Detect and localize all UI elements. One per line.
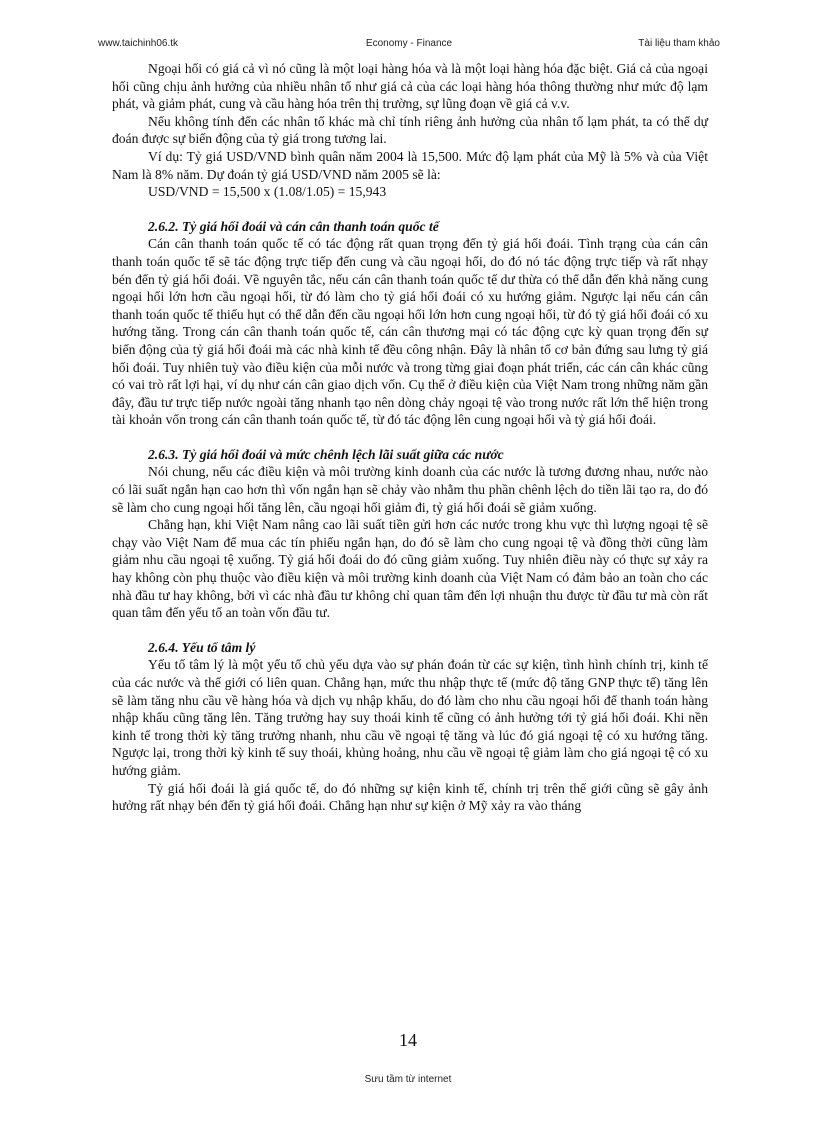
section-2-6-2-paragraph: Cán cân thanh toán quốc tế có tác động rất quan trọng đến tỷ giá hối đoái. Tình trạng của cán cân thanh toán quốc tế sẽ tác động trực tiếp đến cung và cầu ngoại hối, do đó nó tác động trực tiếp và rất nhạy bén đến tỷ giá hối đoái. Về nguyên tắc, nếu cán cân thanh toán quốc tế dư thừa có thể dẫn đến khả năng cung ngoại hối lớn hơn cầu ngoại hối, từ đó làm cho tỷ giá hối đoái có xu hướng giảm. Ngược lại nếu cán cân thanh toán quốc tế thiếu hụt có thể dẫn đến cầu ngoại hối lớn hơn cung ngoại hối, từ đó tỷ giá hối đoái có xu hướng tăng. Trong cán cân thanh toán quốc tế, cán cân thương mại có tác động cực kỳ quan trọng đến sự biến động của tỷ giá hối đoái mà các nhà kinh tế đều công nhận. Đây là nhân tố cơ bản đứng sau lưng tỷ giá hối đoái. Tuy nhiên tuỳ vào điều kiện của mỗi nước và trong từng giai đoạn phát triển, các cán cân khác cũng có vai trò rất lợi hại, ví dụ như cán cân giao dịch vốn. Cụ thể ở điều kiện của Việt Nam trong những năm gần đây, đầu tư trực tiếp nước ngoài tăng nhanh tạo nên dòng chảy ngoại tệ vào trong nước rất lớn thể hiện trong tài khoản vốn trong cán cân thanh toán quốc tế, từ đó tác động lên cung ngoại hối và tỷ giá hối đoái. (112, 236, 708, 428)
section-2-6-3-paragraph-2: Chẳng hạn, khi Việt Nam nâng cao lãi suất tiền gửi hơn các nước trong khu vực thì lượng ngoại tệ sẽ chạy vào Việt Nam để mua các tín phiếu ngắn hạn, do đó sẽ làm cho cung ngoại tệ và đồng thời cũng làm giảm nhu cầu ngoại tệ xuống. Tỷ giá hối đoái do đó cũng giảm xuống. Tuy nhiên điều này có thực sự xảy ra hay không còn phụ thuộc vào điều kiện và môi trường kinh doanh của Việt Nam có đảm bảo an toàn cho các nhà đầu tư hay không, bởi vì các nhà đầu tư không chỉ quan tâm đến lợi nhuận thu được từ đầu tư mà còn rất quan tâm đến yếu tố an toàn vốn đầu tư. (112, 517, 708, 621)
section-2-6-4-paragraph-1: Yếu tố tâm lý là một yếu tố chủ yếu dựa vào sự phán đoán từ các sự kiện, tình hình chính trị, kinh tế của các nước và thế giới có liên quan. Chẳng hạn, mức thu nhập thực tế (mức độ tăng GNP thực tế) tăng lên sẽ làm tăng nhu cầu về hàng hóa và dịch vụ nhập khẩu, do đó làm cho nhu cầu ngoại hối để thanh toán hàng nhập khẩu cũng tăng lên. Tăng trưởng hay suy thoái kinh tế cũng có ảnh hưởng tới tỷ giá hối đoái. Khi nền kinh tế trong thời kỳ tăng trưởng nhanh, nhu cầu về ngoại tệ tăng và lúc đó giá ngoại tệ có xu hướng tăng. Ngược lại, trong thời kỳ kinh tế suy thoái, khủng hoảng, nhu cầu về ngoại tệ giảm làm cho giá ngoại tệ có xu hướng giảm. (112, 657, 708, 778)
intro-paragraph-1: Ngoại hối có giá cả vì nó cũng là một loại hàng hóa và là một loại hàng hóa đặc biệt. Giá cả của ngoại hối cũng chịu ảnh hưởng của nhiều nhân tố như giá cả của các loại hàng hóa thông thường như mức độ lạm phát, và giảm phát, cung và cầu hàng hóa trên thị trường, sự lũng đoạn về giá cả v.v. (112, 61, 708, 112)
header-subject: Economy - Finance (365, 38, 453, 49)
section-heading-2-6-3: 2.6.3. Tỷ giá hối đoái và mức chênh lệch lãi suất giữa các nước (148, 446, 504, 462)
intro-paragraph-2: Nếu không tính đến các nhân tố khác mà chỉ tính riêng ảnh hưởng của nhân tố lạm phát, ta có thể dự đoán được sự biến động của tỷ giá trong tương lai. (112, 113, 708, 147)
page-number: 14 (399, 1030, 417, 1050)
section-heading-2-6-4: 2.6.4. Yếu tố tâm lý (148, 639, 256, 655)
header-website: www.taichinh06.tk (98, 38, 179, 49)
header-category: Tài liệu tham khảo (638, 38, 720, 49)
page-footer: Sưu tầm từ internet (364, 1074, 452, 1085)
section-heading-2-6-2: 2.6.2. Tỷ giá hối đoái và cán cân thanh toán quốc tế (148, 218, 439, 234)
section-2-6-3-paragraph-1: Nói chung, nếu các điều kiện và môi trường kinh doanh của các nước là tương đương nhau, nước nào có lãi suất ngắn hạn cao hơn thì vốn ngắn hạn sẽ chảy vào nhằm thu phần chênh lệch do tiền lãi tạo ra, do đó sẽ làm cho cung ngoại hối tăng lên, cầu ngoại hối giảm đi, tỷ giá hối đoái sẽ giảm xuống. (112, 464, 708, 515)
section-2-6-4-paragraph-2: Tỷ giá hối đoái là giá quốc tế, do đó những sự kiện kinh tế, chính trị trên thế giới cũng sẽ gây ảnh hưởng rất nhạy bén đến tỷ giá hối đoái. Chẳng hạn như sự kiện ở Mỹ xảy ra vào tháng (112, 780, 708, 814)
page-header (98, 38, 720, 52)
exchange-rate-formula: USD/VND = 15,500 x (1.08/1.05) = 15,943 (148, 184, 387, 200)
document-body (112, 60, 708, 815)
intro-example: Ví dụ: Tỷ giá USD/VND bình quân năm 2004 là 15,500. Mức độ lạm phát của Mỹ là 5% và của Việt Nam là 8% năm. Dự đoán tỷ giá USD/VND năm 2005 sẽ là: (112, 148, 708, 182)
